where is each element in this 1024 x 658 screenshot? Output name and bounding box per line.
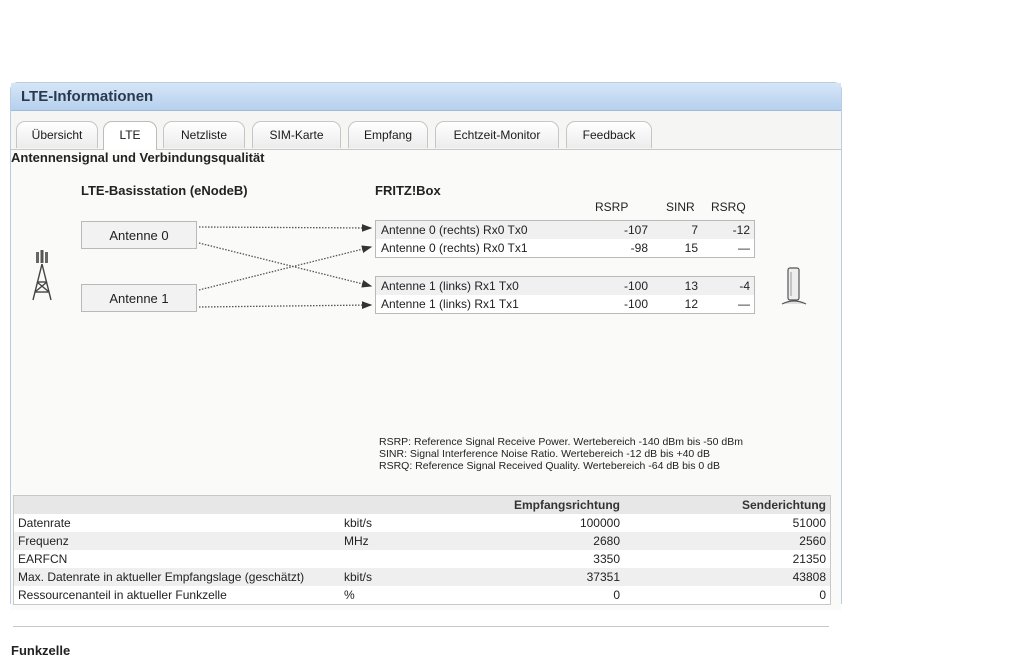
sinr-value: 12 — [684, 297, 698, 311]
table-row — [14, 532, 830, 550]
row-unit: kbit/s — [344, 570, 373, 584]
row-rx: 2680 — [593, 534, 620, 548]
rx-row — [376, 295, 754, 313]
rx-row-label: Antenne 1 (links) Rx1 Tx1 — [381, 297, 519, 311]
sinr-header: SINR — [666, 200, 695, 214]
row-rx: 0 — [613, 588, 620, 602]
table-row — [14, 550, 830, 568]
rsrq-value: -4 — [739, 279, 750, 293]
tab-empfang[interactable]: Empfang — [348, 121, 428, 148]
rsrp-value: -98 — [630, 241, 648, 255]
rsrq-value: — — [738, 241, 750, 255]
row-tx: 2560 — [799, 534, 826, 548]
row-tx: 51000 — [792, 516, 826, 530]
basestation-title: LTE-Basisstation (eNodeB) — [81, 183, 248, 198]
funkzelle-section-title: Funkzelle — [11, 643, 71, 658]
row-unit: kbit/s — [344, 516, 373, 530]
tab-feedback[interactable]: Feedback — [566, 121, 652, 148]
rx-row — [376, 239, 754, 257]
rsrp-value: -100 — [623, 297, 648, 311]
rsrq-header: RSRQ — [711, 200, 746, 214]
fritzbox-device-icon — [781, 266, 807, 308]
row-rx: 3350 — [593, 552, 620, 566]
sinr-value: 7 — [691, 223, 698, 237]
row-name: Datenrate — [18, 516, 71, 530]
legend-rsrp: RSRP: Reference Signal Receive Power. Wertebereich -140 dBm bis -50 dBm — [379, 436, 743, 448]
rsrp-value: -107 — [623, 223, 648, 237]
rx-row-label: Antenne 0 (rechts) Rx0 Tx1 — [381, 241, 528, 255]
tab-echtzeit-monitor[interactable]: Echtzeit-Monitor — [435, 121, 559, 148]
signal-section-title: Antennensignal und Verbindungsqualität — [11, 150, 265, 165]
section-divider — [13, 626, 829, 627]
antenna-0-box: Antenne 0 — [81, 221, 197, 249]
connection-table — [13, 495, 831, 605]
row-name: EARFCN — [18, 552, 68, 566]
rx-row-label: Antenne 1 (links) Rx1 Tx0 — [381, 279, 519, 293]
row-name: Max. Datenrate in aktueller Empfangslage (geschätzt) — [18, 570, 305, 584]
row-unit: % — [344, 588, 355, 602]
row-tx: 0 — [819, 588, 826, 602]
col-rx-header: Empfangsrichtung — [513, 498, 620, 512]
rx-row — [376, 277, 754, 295]
tab-uebersicht[interactable]: Übersicht — [16, 121, 98, 148]
table-row — [14, 586, 830, 604]
sinr-value: 13 — [684, 279, 698, 293]
lte-info-panel — [10, 82, 842, 658]
row-rx: 100000 — [579, 516, 620, 530]
rx-row-label: Antenne 0 (rechts) Rx0 Tx0 — [381, 223, 528, 237]
antenna-1-rx-table — [375, 276, 755, 314]
rsrp-header: RSRP — [595, 200, 629, 214]
antenna-0-rx-table — [375, 220, 755, 258]
sinr-value: 15 — [684, 241, 698, 255]
row-tx: 21350 — [792, 552, 826, 566]
rsrp-value: -100 — [623, 279, 648, 293]
table-row — [14, 568, 830, 586]
legend-rsrq: RSRQ: Reference Signal Received Quality. Wertebereich -64 dB bis 0 dB — [379, 460, 721, 472]
panel-title: LTE-Informationen — [11, 83, 841, 111]
table-header — [14, 496, 830, 514]
tab-lte[interactable]: LTE — [103, 121, 157, 150]
tab-sim-karte[interactable]: SIM-Karte — [252, 121, 341, 148]
table-row — [14, 514, 830, 532]
fritzbox-title: FRITZ!Box — [375, 183, 441, 198]
col-tx-header: Senderichtung — [741, 498, 826, 512]
rsrq-value: — — [738, 297, 750, 311]
tab-content — [11, 150, 841, 658]
rsrq-value: -12 — [732, 223, 750, 237]
row-unit: MHz — [344, 534, 369, 548]
row-rx: 37351 — [586, 570, 620, 584]
row-name: Frequenz — [18, 534, 69, 548]
tab-bar — [11, 111, 841, 150]
rx-row — [376, 221, 754, 239]
row-tx: 43808 — [792, 570, 826, 584]
antenna-1-box: Antenne 1 — [81, 284, 197, 312]
tab-netzliste[interactable]: Netzliste — [163, 121, 245, 148]
row-name: Ressourcenanteil in aktueller Funkzelle — [18, 588, 227, 602]
legend-sinr: SINR: Signal Interference Noise Ratio. Wertebereich -12 dB bis +40 dB — [379, 448, 711, 460]
cell-tower-icon — [29, 250, 55, 302]
